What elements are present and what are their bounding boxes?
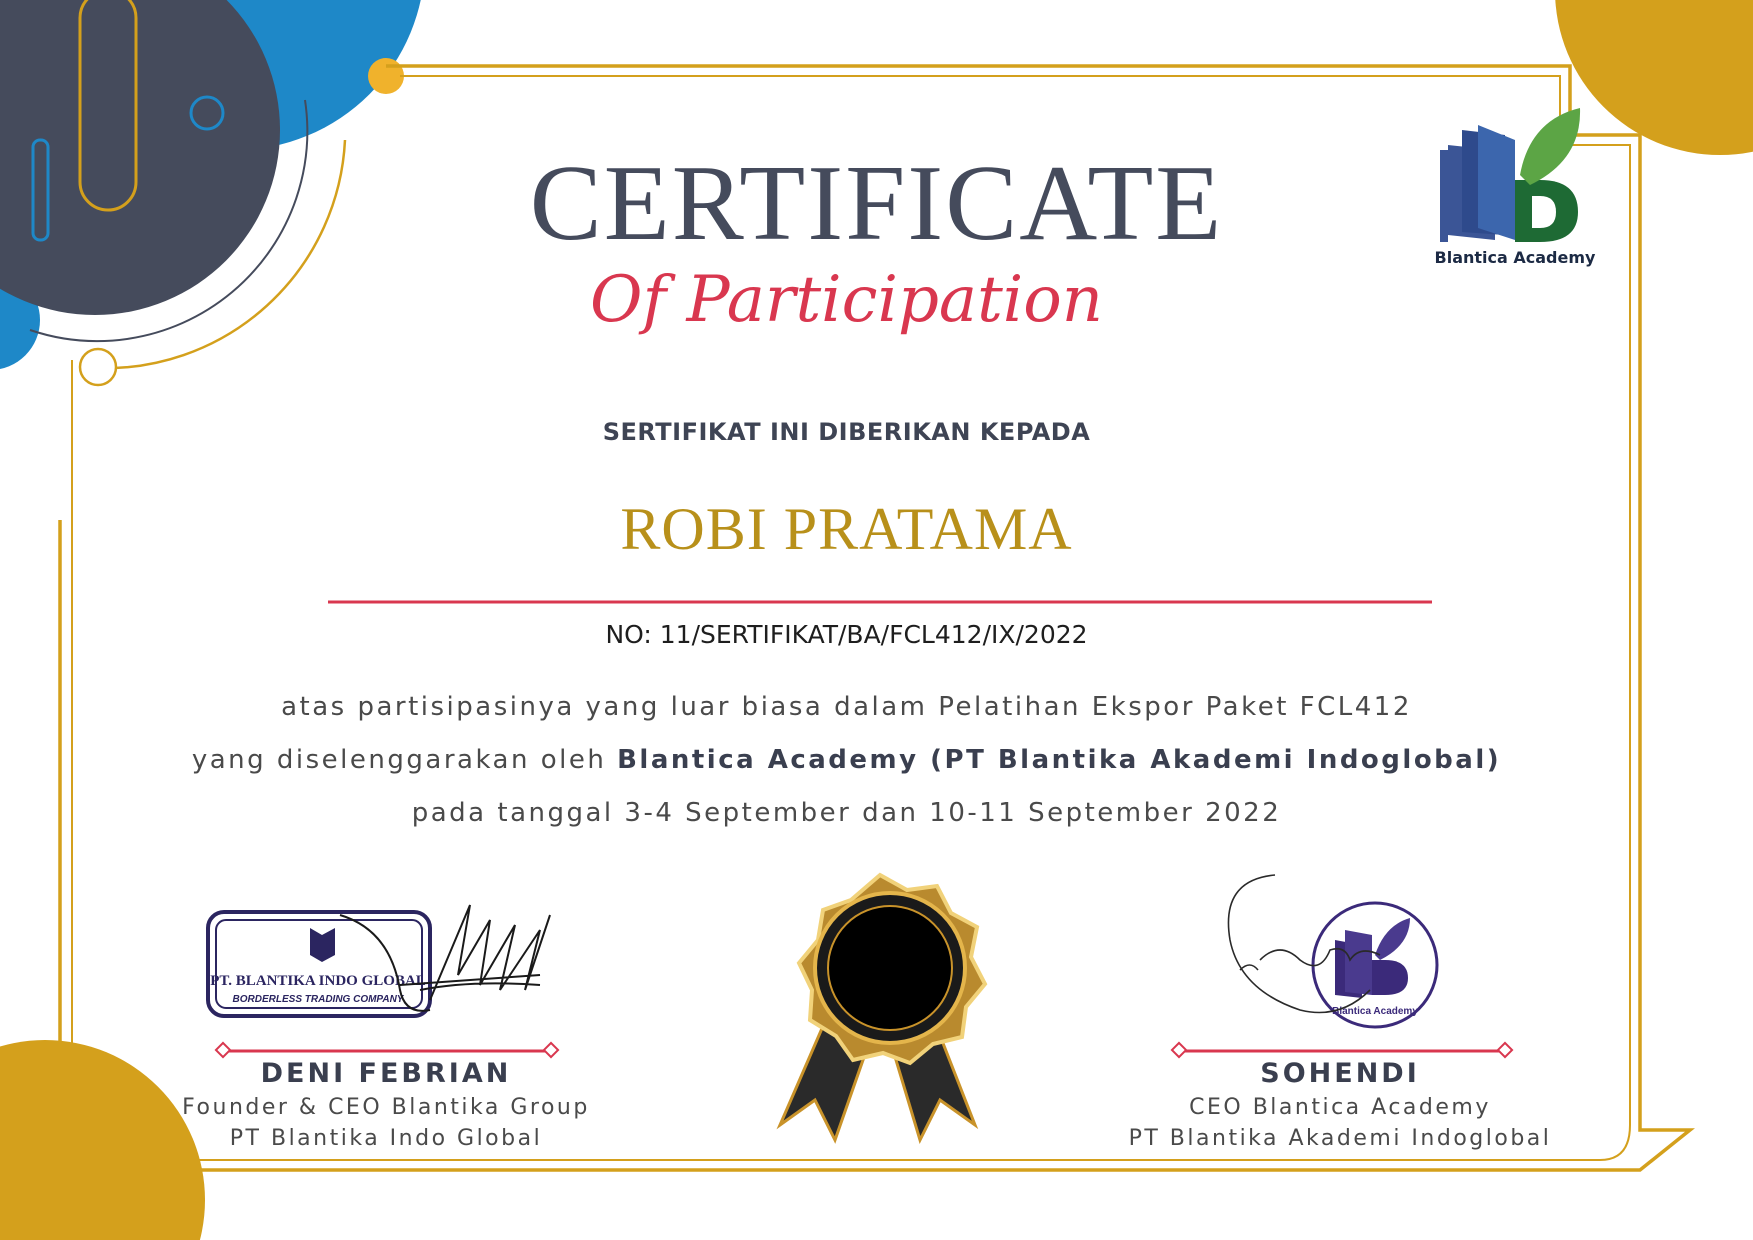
signature-line-left — [216, 1043, 558, 1057]
signatory-right-name: SOHENDI — [1260, 1058, 1420, 1089]
certificate-subtitle: Of Participation — [590, 263, 1103, 337]
svg-text:Blantica Academy: Blantica Academy — [1332, 1006, 1418, 1017]
recipient-name: ROBI PRATAMA — [620, 496, 1073, 562]
signatory-right-role: CEO Blantica Academy — [1189, 1095, 1491, 1120]
logo-label: Blantica Academy — [1434, 248, 1596, 267]
svg-text:BORDERLESS TRADING COMPANY: BORDERLESS TRADING COMPANY — [232, 994, 404, 1005]
organizer-name: Blantica Academy (PT Blantika Akademi Indoglobal) — [617, 745, 1502, 775]
award-seal-icon — [780, 875, 985, 1140]
signatory-left-role: Founder & CEO Blantika Group — [182, 1095, 590, 1120]
signatory-right — [1120, 1058, 1560, 1151]
body-text-prefix: yang diselenggarakan oleh — [191, 745, 618, 775]
company-stamp-right — [1313, 903, 1437, 1027]
svg-text:PT. BLANTIKA INDO GLOBAL: PT. BLANTIKA INDO GLOBAL — [210, 973, 426, 989]
signature-line-right — [1172, 1043, 1512, 1057]
company-stamp-left — [208, 912, 430, 1016]
signatory-left-name: DENI FEBRIAN — [260, 1058, 512, 1089]
body-text-line-1: atas partisipasinya yang luar biasa dalam Pelatihan Ekspor Paket FCL412 — [281, 692, 1412, 722]
certificate-title: CERTIFICATE — [529, 144, 1224, 263]
certificate-number: NO: 11/SERTIFIKAT/BA/FCL412/IX/2022 — [605, 620, 1088, 649]
signatory-left — [166, 1058, 606, 1151]
body-text-line-2 — [0, 745, 1723, 775]
signatory-right-company: PT Blantika Akademi Indoglobal — [1128, 1126, 1552, 1151]
gold-circle-decoration — [1555, 0, 1753, 155]
signatory-left-company: PT Blantika Indo Global — [229, 1126, 543, 1151]
body-text-line-3: pada tanggal 3-4 September dan 10-11 September 2022 — [411, 798, 1282, 828]
given-to-label: SERTIFIKAT INI DIBERIKAN KEPADA — [602, 418, 1091, 446]
